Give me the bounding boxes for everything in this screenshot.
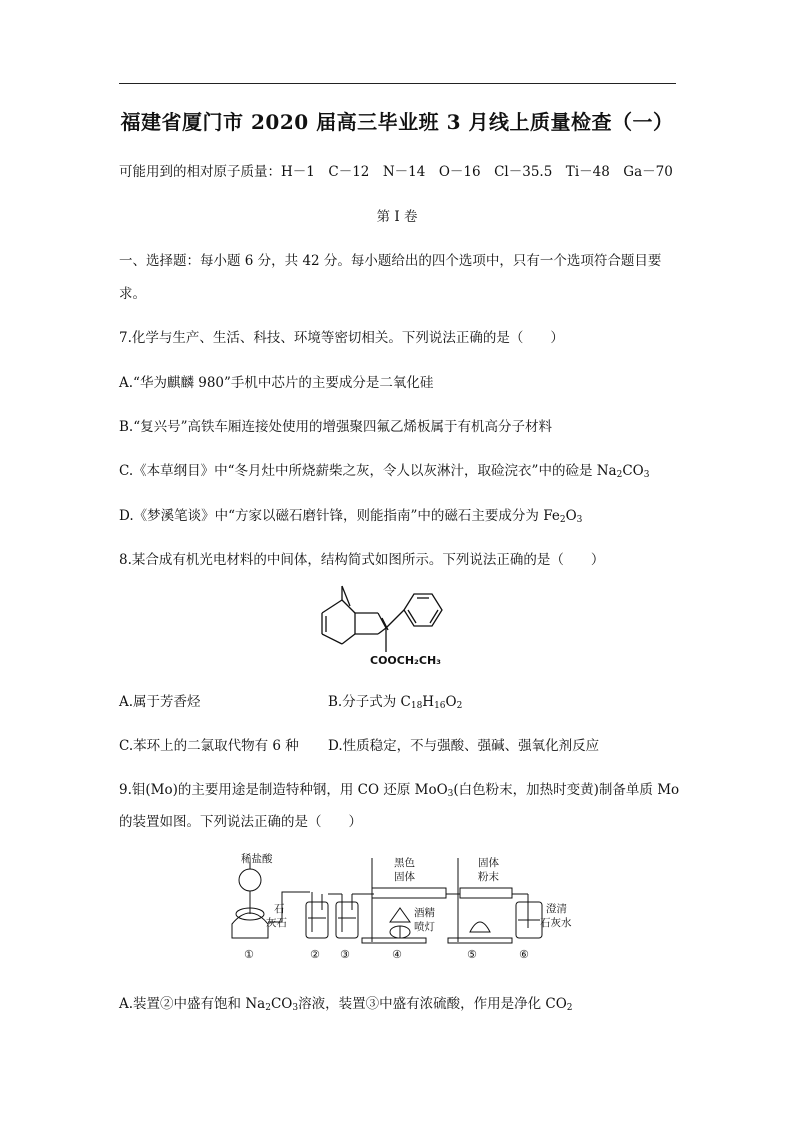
- page-title: 福建省厦门市 2020 届高三毕业班 3 月线上质量检查（一）: [120, 110, 674, 134]
- apparatus-figure: [222, 852, 572, 964]
- label-black-solid-2: 固体: [394, 871, 415, 883]
- apparatus-number-1: ①: [244, 948, 254, 961]
- section-header-line1: 一、选择题：每小题 6 分，共 42 分。每小题给出的四个选项中，只有一个选项符合题目要: [119, 253, 662, 269]
- apparatus-number-3: ③: [340, 948, 350, 961]
- q7-option-b: B.“复兴号”高铁车厢连接处使用的增强聚四氟乙烯板属于有机高分子材料: [119, 419, 553, 435]
- volume-label: 第 I 卷: [376, 209, 418, 225]
- structural-formula-figure: [300, 578, 480, 670]
- substituent-label: COOCH₂CH₃: [370, 654, 441, 667]
- label-limewater-1: 澄清: [546, 903, 567, 915]
- label-limewater-2: 石灰水: [540, 917, 572, 929]
- label-lamp-1: 酒精: [414, 907, 435, 919]
- q9-option-a: A.装置②中盛有饱和 $Na_2CO_3$溶液，装置③中盛有浓硫酸，作用是净化 $CO_2$: [119, 996, 573, 1013]
- q9-stem-line1: 9.钼(Mo)的主要用途是制造特种钢，用 CO 还原 MoO$_3$(白色粉末，加热时变黄)制备单质 Mo: [119, 782, 680, 799]
- apparatus-number-5: ⑤: [467, 948, 477, 961]
- q8-option-c: C.苯环上的二氯取代物有 6 种: [119, 738, 299, 754]
- q7-option-c: C.《本草纲目》中“冬月灶中所烧薪柴之灰，令人以灰淋汁，取硷浣衣”中的硷是 $Na_2CO_3$: [119, 463, 650, 480]
- apparatus-number-6: ⑥: [519, 948, 529, 961]
- q8-option-b: B.分子式为 $C_{18}H_{16}O_2$: [328, 694, 463, 711]
- label-limestone-1: 石: [274, 903, 285, 915]
- q9-stem-line2: 的装置如图。下列说法正确的是（ ）: [119, 814, 362, 830]
- q7-option-d: D.《梦溪笔谈》中“方家以磁石磨针锋，则能指南”中的磁石主要成分为 $Fe_2O_3$: [119, 508, 583, 525]
- label-limestone-2: 灰石: [266, 917, 287, 929]
- apparatus-number-2: ②: [310, 948, 320, 961]
- q8-option-d: D.性质稳定，不与强酸、强碱、强氧化剂反应: [328, 738, 600, 754]
- atomic-mass-note: 可能用到的相对原子质量：H－1 C－12 N－14 O－16 Cl－35.5 Ti－48 Ga－70: [119, 164, 673, 180]
- label-acid: 稀盐酸: [241, 853, 273, 865]
- label-lamp-2: 喷灯: [414, 921, 435, 933]
- label-black-solid-1: 黑色: [394, 857, 415, 869]
- label-solid-powder-2: 粉末: [478, 871, 499, 883]
- section-header-line2: 求。: [119, 286, 146, 302]
- q7-option-a: A.“华为麒麟 980”手机中芯片的主要成分是二氧化硅: [119, 375, 434, 391]
- q8-stem: 8.某合成有机光电材料的中间体，结构简式如图所示。下列说法正确的是（ ）: [119, 552, 605, 568]
- q7-stem: 7.化学与生产、生活、科技、环境等密切相关。下列说法正确的是（ ）: [119, 330, 564, 346]
- header-rule: [119, 83, 676, 84]
- q8-option-a: A.属于芳香烃: [119, 694, 201, 710]
- apparatus-number-4: ④: [392, 948, 402, 961]
- label-solid-powder-1: 固体: [478, 857, 499, 869]
